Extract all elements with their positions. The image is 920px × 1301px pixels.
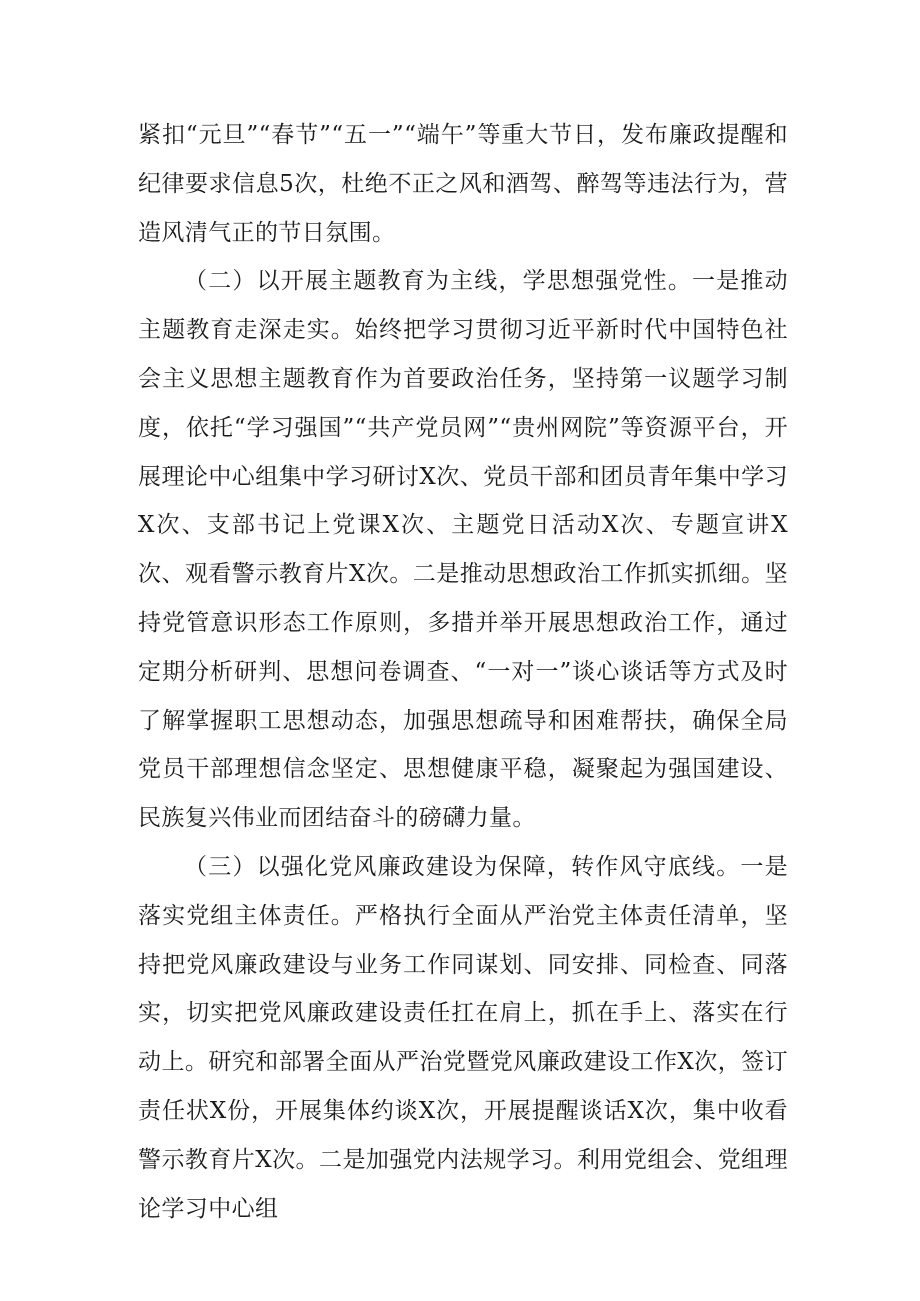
document-body xyxy=(138,111,788,1233)
paragraph-integrity-building: （三）以强化党风廉政建设为保障，转作风守底线。一是落实党组主体责任。严格执行全面从严治党主体责任清单，坚持把党风廉政建设与业务工作同谋划、同安排、同检查、同落实，切实把党风廉政建设责任扛在肩上，抓在手上、落实在行动上。研究和部署全面从严治党暨党风廉政建设工作X次，签订责任状X份，开展集体约谈X次，开展提醒谈话X次，集中收看警示教育片X次。二是加强党内法规学习。利用党组会、党组理论学习中心组 xyxy=(138,853,788,1222)
paragraph-theme-education: （二）以开展主题教育为主线，学思想强党性。一是推动主题教育走深走实。始终把学习贯彻习近平新时代中国特色社会主义思想主题教育作为首要政治任务，坚持第一议题学习制度，依托“学习强国”“共产党员网”“贵州网院”等资源平台，开展理论中心组集中学习研讨X次、党员干部和团员青年集中学习X次、支部书记上党课X次、主题党日活动X次、专题宣讲X次、观看警示教育片X次。二是推动思想政治工作抓实抓细。坚持党管意识形态工作原则，多措并举开展思想政治工作，通过定期分析研判、思想问卷调查、“一对一”谈心谈话等方式及时了解掌握职工思想动态，加强思想疏导和困难帮扶，确保全局党员干部理想信念坚定、思想健康平稳，凝聚起为强国建设、民族复兴伟业而团结奋斗的磅礴力量。 xyxy=(138,268,788,832)
paragraph-holiday-reminders: 紧扣“元旦”“春节”“五一”“端午”等重大节日，发布廉政提醒和纪律要求信息5次，杜绝不正之风和酒驾、醉驾等违法行为，营造风清气正的节日氛围。 xyxy=(138,122,788,246)
